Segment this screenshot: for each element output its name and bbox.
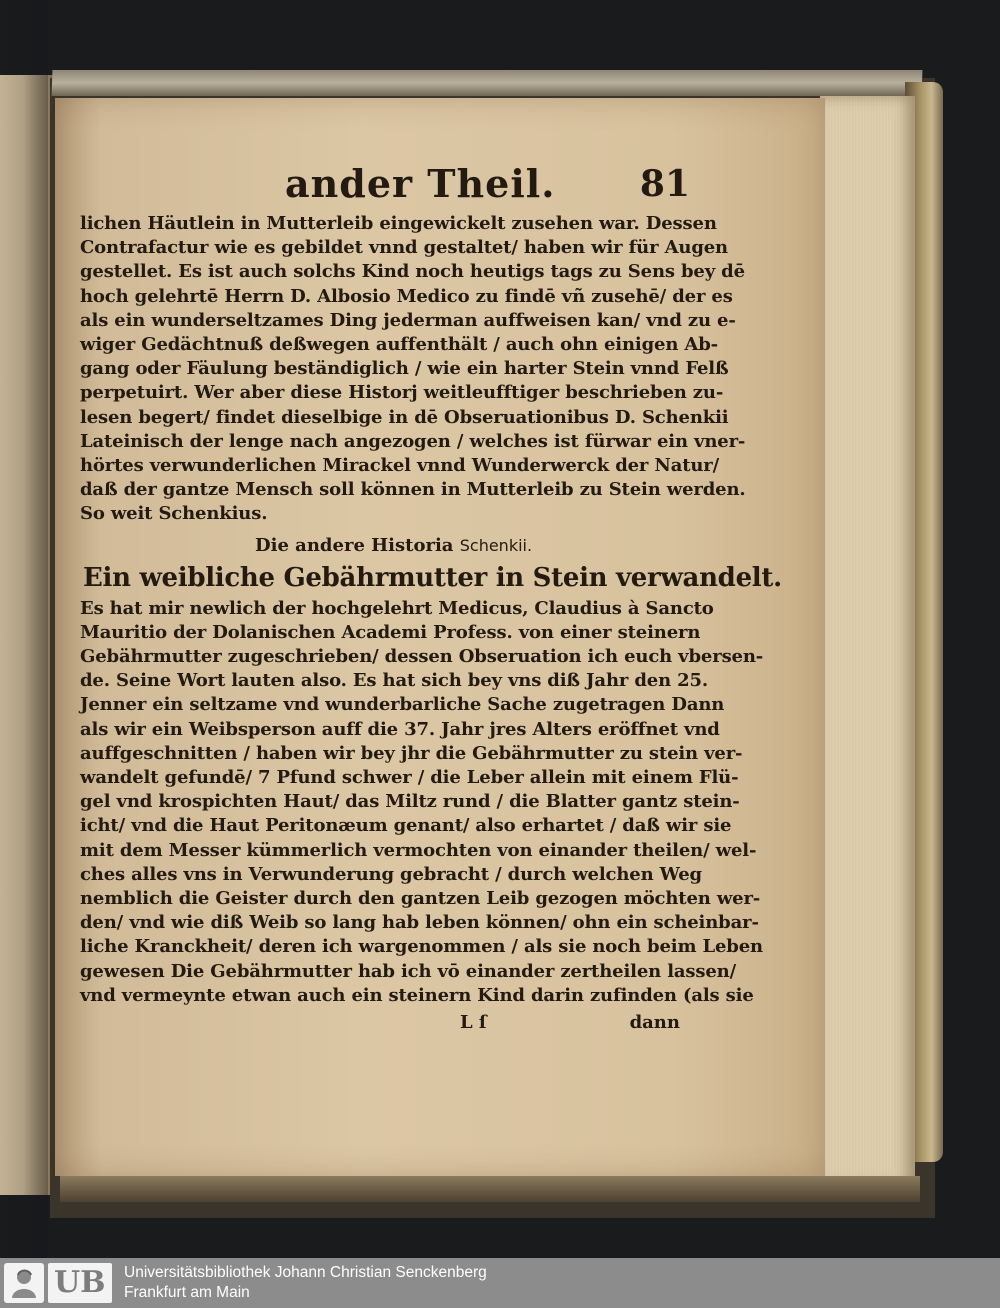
left-shadow xyxy=(0,0,48,1258)
text-line: gel vnd krospichten Haut/ das Miltz rund / die Blatter gantz stein- xyxy=(80,791,740,813)
running-head: ander Theil. xyxy=(285,161,556,206)
text-line: lichen Häutlein in Mutterleib eingewickelt zusehen war. Dessen xyxy=(80,213,717,234)
text-line: Gebährmutter zugeschrieben/ dessen Obseruation ich euch vbersen- xyxy=(80,646,764,668)
page-fore-edge xyxy=(820,96,915,1186)
page-header xyxy=(80,160,690,212)
page-number: 81 xyxy=(639,163,690,205)
text-line: mit dem Messer kümmerlich vermochten von einander theilen/ wel- xyxy=(80,839,757,861)
book-cover-bottom xyxy=(60,1176,920,1202)
text-line: hörtes verwunderlichen Mirackel vnnd Wunderwerck der Natur/ xyxy=(80,455,720,477)
logo-text: UB xyxy=(48,1263,112,1303)
library-emblem-icon xyxy=(4,1263,44,1303)
section-headline: Ein weibliche Gebährmutter in Stein verwandelt. xyxy=(83,562,782,593)
text-line: auffgeschnitten / haben wir bey jhr die Gebährmutter zu stein ver- xyxy=(80,742,743,764)
section-subheading xyxy=(80,533,690,559)
text-line: wiger Gedächtnuß deßwegen auffenthält / auch ohn einigen Ab- xyxy=(80,334,718,356)
text-line: de. Seine Wort lauten also. Es hat sich bey vns diß Jahr den 25. xyxy=(80,670,708,692)
text-line: icht/ vnd die Haut Peritonæum genant/ also erhartet / daß wir sie xyxy=(80,815,732,837)
library-name-line1: Universitätsbibliothek Johann Christian Senckenberg xyxy=(124,1264,487,1281)
text-block-bottom xyxy=(80,597,764,1008)
page-top-edge xyxy=(52,70,923,96)
library-name xyxy=(124,1263,487,1303)
text-line: als ein wunderseltzames Ding jederman auffweisen kan/ vnd zu e- xyxy=(80,309,736,331)
page-text-column xyxy=(80,160,782,1042)
text-line: Lateinisch der lenge nach angezogen / welches ist fürwar ein vner- xyxy=(80,430,746,452)
subheading-latin: Schenkii. xyxy=(459,535,533,555)
text-line: liche Kranckheit/ deren ich wargenommen / als sie noch beim Leben xyxy=(80,936,763,958)
text-line: als wir ein Weibsperson auff die 37. Jahr jres Alters eröffnet vnd xyxy=(80,718,720,740)
text-line: So weit Schenkius. xyxy=(80,503,268,525)
text-line: gestellet. Es ist auch solchs Kind noch heutigs tags zu Sens bey dē xyxy=(80,261,745,283)
signature-mark: L ſ xyxy=(460,1012,487,1034)
text-line: daß der gantze Mensch soll können in Mutterleib zu Stein werden. xyxy=(80,479,746,501)
text-line: den/ vnd wie diß Weib so lang hab leben können/ ohn ein scheinbar- xyxy=(80,912,759,934)
text-line: hoch gelehrtē Herrn D. Albosio Medico zu findē vñ zusehē/ der es xyxy=(80,285,733,307)
page-footer xyxy=(80,1012,690,1042)
subheading-main: Die andere Historia xyxy=(255,534,454,556)
text-line: gewesen Die Gebährmutter hab ich vō einander zertheilen lassen/ xyxy=(80,960,737,982)
text-line: Contrafactur wie es gebildet vnnd gestaltet/ haben wir für Augen xyxy=(80,237,728,259)
text-line: wandelt gefundē/ 7 Pfund schwer / die Leber allein mit einem Flü- xyxy=(80,767,739,789)
text-line: Es hat mir newlich der hochgelehrt Medicus, Claudius à Sancto xyxy=(80,597,714,619)
text-line: vnd vermeynte etwan auch ein steinern Kind darin zufinden (als sie xyxy=(80,984,754,1006)
text-line: Mauritio der Dolanischen Academi Profess. von einer steinern xyxy=(80,621,701,643)
text-line: perpetuirt. Wer aber diese Historj weitleufftiger beschrieben zu- xyxy=(80,382,724,404)
text-line: gang oder Fäulung beständiglich / wie ein harter Stein vnnd Felß xyxy=(80,358,729,380)
bust-icon xyxy=(7,1266,41,1300)
text-line: Jenner ein seltzame vnd wunderbarliche Sache zugetragen Dann xyxy=(80,694,725,716)
text-line: ches alles vns in Verwunderung gebracht / durch welchen Weg xyxy=(80,863,702,885)
library-logo[interactable] xyxy=(4,1262,116,1304)
library-name-line2: Frankfurt am Main xyxy=(124,1284,250,1301)
text-line: nemblich die Geister durch den gantzen Leib gezogen möchten wer- xyxy=(80,888,761,910)
text-line: lesen begert/ findet dieselbige in dē Obseruationibus D. Schenkii xyxy=(80,406,729,428)
library-banner xyxy=(0,1258,1000,1308)
text-block-top xyxy=(80,212,746,527)
catchword: dann xyxy=(629,1012,680,1034)
